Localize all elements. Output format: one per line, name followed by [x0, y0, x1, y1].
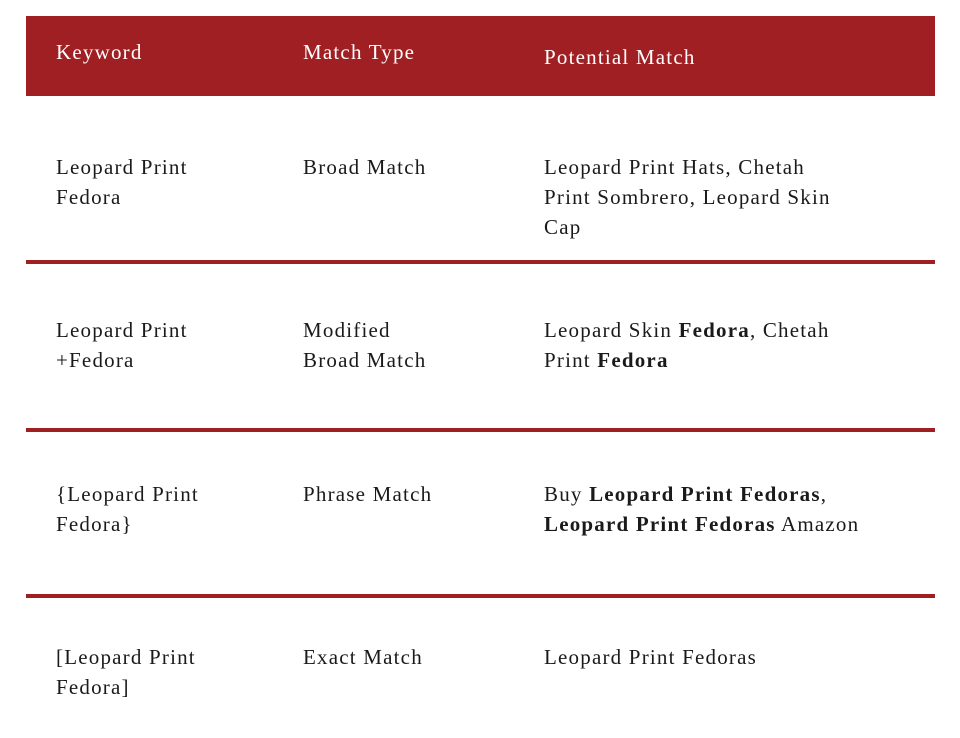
match-text: ,	[820, 482, 828, 506]
header-potential-match: Potential Match	[544, 45, 696, 69]
header-keyword: Keyword	[56, 40, 143, 64]
bold-match-text: Leopard Print Fedoras	[589, 482, 821, 506]
match-text: Leopard Print Fedoras	[544, 645, 757, 669]
match-type-cell: Modified Broad Match	[303, 318, 427, 372]
match-text: Buy	[544, 482, 590, 506]
potential-match-cell	[544, 315, 935, 375]
keyword-cell: Leopard Print Fedora	[56, 155, 188, 209]
potential-match-cell	[544, 642, 935, 672]
row-divider	[26, 428, 935, 432]
match-type-cell: Exact Match	[303, 645, 423, 669]
keyword-cell: Leopard Print +Fedora	[56, 318, 188, 372]
bold-match-text: Fedora	[597, 348, 669, 372]
match-type-cell: Phrase Match	[303, 482, 433, 506]
potential-match-cell	[544, 152, 935, 242]
table-header	[26, 16, 935, 96]
potential-match-cell	[544, 479, 935, 539]
match-text: Amazon	[775, 512, 860, 536]
row-divider	[26, 594, 935, 598]
match-text: Leopard Print Hats, Chetah Print Sombrero, Leopard Skin Cap	[544, 155, 831, 239]
match-text: , Chetah Print	[544, 318, 830, 372]
match-type-cell: Broad Match	[303, 155, 427, 179]
keyword-cell: [Leopard Print Fedora]	[56, 645, 196, 699]
match-text: Leopard Skin	[544, 318, 679, 342]
keyword-cell: {Leopard Print Fedora}	[56, 482, 199, 536]
bold-match-text: Fedora	[678, 318, 750, 342]
row-divider	[26, 260, 935, 264]
header-match-type: Match Type	[303, 40, 416, 64]
bold-match-text: Leopard Print Fedoras	[544, 512, 776, 536]
